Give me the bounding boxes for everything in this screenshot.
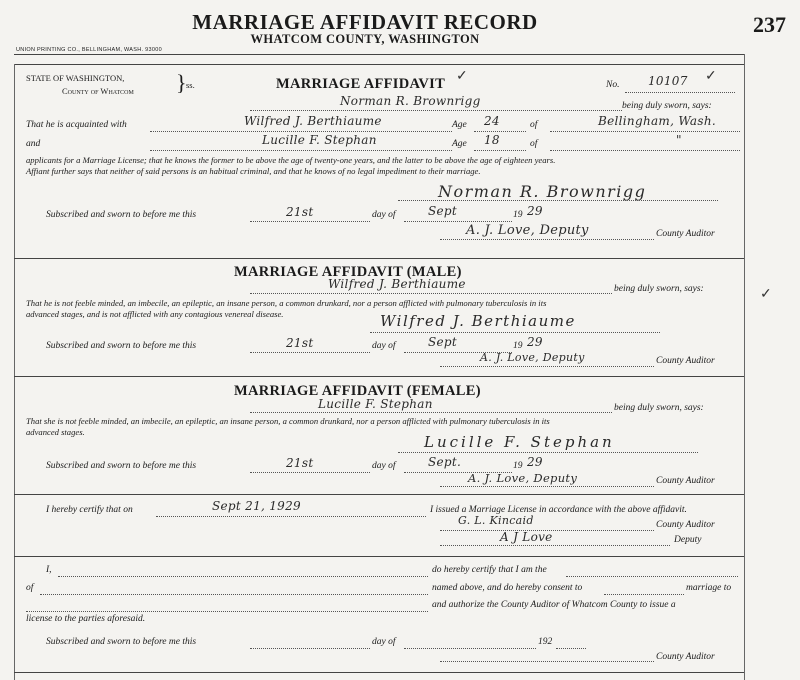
consent-auditor-label: County Auditor [656,652,715,662]
of-label-1: of [530,120,538,130]
day-label: day of [372,210,396,220]
affidavit-title: MARRIAGE AFFIDAVIT [276,76,446,92]
female-text-1: That she is not feeble minded, an imbecile, an epileptic, an insane person, a common drunkard, nor a person afflicted with pulmonary tuberculosis in its [26,416,550,426]
male-year-prefix: 19 [513,341,523,351]
affidavit-text-1: applicants for a Marriage License; that he knows the former to be above the age of twenty-one years, and the latter to be above the age of eighteen years. [26,155,556,165]
female-month: Sept. [428,455,462,469]
consent-named-text: named above, and do hereby consent to [432,583,583,593]
certify-deputy-signature: A J Love [500,530,553,544]
and-label: and [26,139,41,149]
certify-deputy-label: Deputy [674,535,702,545]
section-divider-4 [14,556,744,557]
check-mark-icon-2: ✓ [705,69,717,84]
affiant-name: Norman R. Brownrigg [340,94,481,108]
auditor-signature: G. L. Kincaid [458,514,534,527]
female-year-prefix: 19 [513,461,523,471]
female-deputy: A. J. Love, Deputy [468,471,578,485]
auditor-label: County Auditor [656,229,715,239]
female-title: MARRIAGE AFFIDAVIT (FEMALE) [234,383,481,399]
no-label: No. [606,80,620,90]
person2-place: " [676,133,682,147]
brace: } [176,70,187,95]
record-title: MARRIAGE AFFIDAVIT RECORD [192,10,538,34]
male-deputy: A. J. Love, Deputy [480,351,585,364]
day-value: 21st [286,205,314,219]
male-text-2: advanced stages, and is not afflicted with any contagious venereal disease. [26,309,284,319]
person1-age: 24 [484,114,500,128]
consent-day-label: day of [372,637,396,647]
consent-of-label: of [26,583,34,593]
female-auditor-label: County Auditor [656,476,715,486]
female-name: Lucille F. Stephan [318,397,433,411]
male-text-1: That he is not feeble minded, an imbecile, an epileptic, an insane person, a common drunkard, nor a person afflicted with pulmonary tuberculosis in its [26,298,547,308]
deputy-signature: A. J. Love, Deputy [466,223,589,238]
age-label-1: Age [452,120,467,130]
consent-i-label: I, [46,565,52,575]
record-subtitle: WHATCOM COUNTY, WASHINGTON [250,32,480,46]
female-day-label: day of [372,461,396,471]
male-month: Sept [428,335,458,349]
person1-place: Bellingham, Wash. [598,114,716,128]
subscribed-text: Subscribed and sworn to before me this [46,210,197,220]
certify-auditor-label: County Auditor [656,520,715,530]
affidavit-text-2: Affiant further says that neither of said persons is an habitual criminal, and that he knows of no legal impediment to their marriage. [26,166,481,176]
duly-sworn-text: being duly sworn, says: [622,101,712,111]
consent-subscribed: Subscribed and sworn to before me this [46,637,197,647]
female-year: 29 [527,455,543,469]
section-divider-3 [14,494,744,495]
male-auditor-label: County Auditor [656,356,715,366]
certify-issued: I issued a Marriage License in accordance with the above affidavit. [430,505,687,515]
consent-authorize-text: and authorize the County Auditor of Whatcom County to issue a [432,600,676,610]
consent-marriage-to: marriage to [686,583,732,593]
person2-name: Lucille F. Stephan [262,133,377,147]
left-border [14,64,15,680]
certify-label: I hereby certify that on [46,505,133,515]
certify-date: Sept 21, 1929 [212,499,301,513]
section-divider-2 [14,376,744,377]
male-day-label: day of [372,341,396,351]
consent-certify-text: do hereby certify that I am the [432,565,547,575]
male-title: MARRIAGE AFFIDAVIT (MALE) [234,264,462,280]
male-signature: Wilfred J. Berthiaume [380,312,576,330]
top-border [14,54,744,55]
male-day: 21st [286,336,314,350]
female-signature: Lucille F. Stephan [424,433,615,451]
year-prefix: 19 [513,210,523,220]
page-number: 237 [753,12,786,37]
section-divider-1 [14,258,744,259]
male-duly-sworn: being duly sworn, says: [614,284,704,294]
ss-label: ss. [186,80,195,90]
age-label-2: Age [452,139,467,149]
person2-age: 18 [484,133,500,147]
female-subscribed: Subscribed and sworn to before me this [46,461,197,471]
female-text-2: advanced stages. [26,427,85,437]
consent-year-prefix: 192 [538,637,553,647]
year-value: 29 [527,204,543,218]
person1-name: Wilfred J. Berthiaume [244,114,382,128]
bottom-border [14,672,744,673]
male-name: Wilfred J. Berthiaume [328,277,466,291]
of-label-2: of [530,139,538,149]
county-label: County of Whatcom [62,86,134,96]
male-subscribed: Subscribed and sworn to before me this [46,341,197,351]
male-year: 29 [527,335,543,349]
state-label: STATE OF WASHINGTON, [26,73,125,83]
acquainted-label: That he is acquainted with [26,120,127,130]
printer-imprint: UNION PRINTING CO., BELLINGHAM, WASH. 93000 [16,47,162,53]
inner-top-border [14,64,744,65]
female-duly-sworn: being duly sworn, says: [614,403,704,413]
check-mark-icon: ✓ [456,69,468,84]
affidavit-number: 10107 [648,74,688,88]
month-value: Sept [428,204,458,218]
margin-check-icon: ✓ [760,287,772,302]
right-border [744,54,745,680]
consent-license-text: license to the parties aforesaid. [26,614,146,624]
female-day: 21st [286,456,314,470]
affiant-signature: Norman R. Brownrigg [438,182,647,201]
